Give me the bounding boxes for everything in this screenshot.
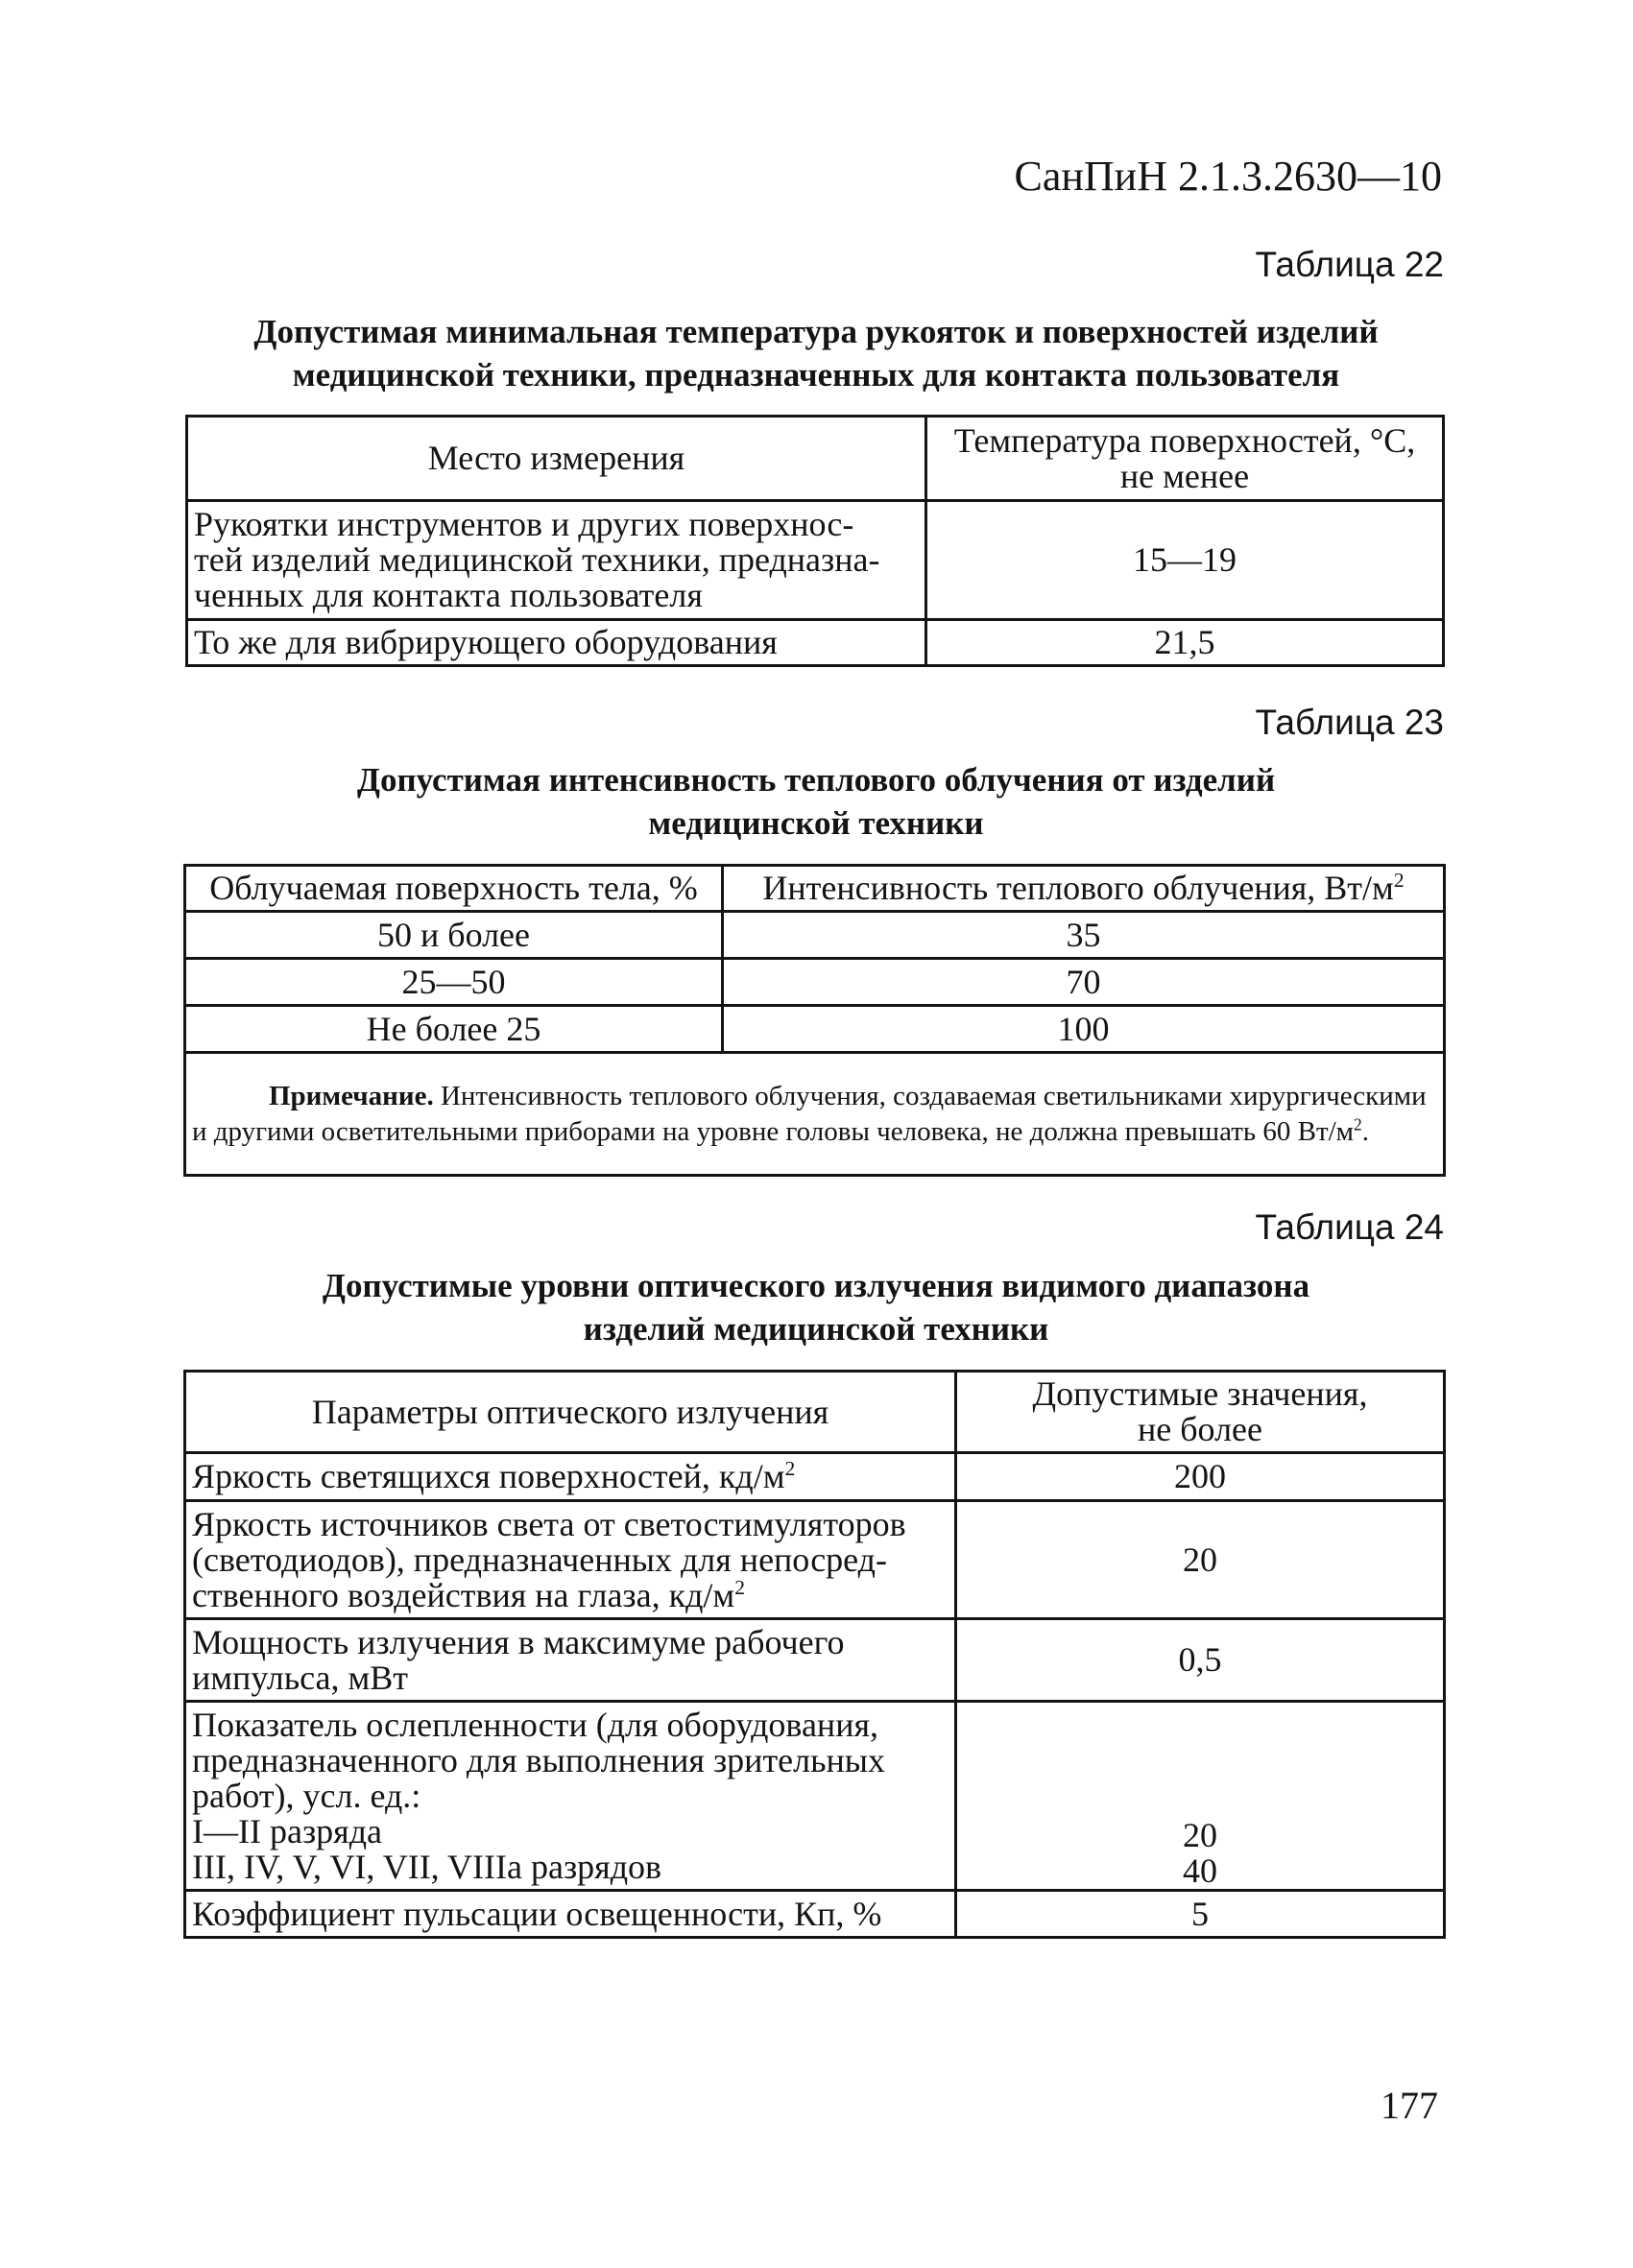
table-22-header-row (187, 417, 1444, 501)
table-24-param-cell (185, 1619, 956, 1702)
table-24-row-4-line-2: предназначенного для выполнения зрительных (192, 1740, 885, 1779)
table-23-surface-cell: 25—50 (185, 959, 723, 1006)
table-24-value-cell: 200 (956, 1453, 1445, 1501)
table-row (185, 1619, 1445, 1702)
table-24-param-cell (185, 1453, 956, 1501)
superscript: 2 (734, 1575, 746, 1599)
table-24-header-row (185, 1372, 1445, 1453)
table-24-title-line-2: изделий медицинской техники (583, 1310, 1049, 1348)
table-23-col1-header: Облучаемая поверхность тела, % (185, 866, 723, 912)
table-22-title-line-2: медицинской техники, предназначенных для контакта пользователя (292, 356, 1340, 394)
table-row (185, 1702, 1445, 1891)
table-22-row-1-line-2: тей изделий медицинской техники, предназна- (194, 540, 880, 579)
table-24-value-cell (956, 1702, 1445, 1891)
table-24-row-4-line-3: работ), усл. ед.: (192, 1776, 421, 1815)
table-23-surface-cell: Не более 25 (185, 1006, 723, 1053)
table-row (185, 1006, 1445, 1053)
table-row (185, 1453, 1445, 1501)
page-number: 177 (1381, 2084, 1438, 2127)
table-23-surface-cell: 50 и более (185, 912, 723, 959)
table-23 (183, 864, 1446, 1177)
table-23-intensity-cell: 70 (723, 959, 1445, 1006)
table-24-row-2-line-3 (192, 1575, 949, 1614)
table-24-row-2-line-3-text: ственного воздействия на глаза, кд/м (192, 1575, 735, 1614)
table-22-row-1-line-1: Рукоятки инструментов и других поверхнос- (194, 505, 854, 543)
table-22-place-cell (187, 501, 926, 620)
table-24-value-cell: 20 (956, 1501, 1445, 1619)
table-23-note-row (185, 1053, 1445, 1176)
table-24-col2-header-line-2: не более (1137, 1410, 1262, 1448)
table-22-col2-header-line-1: Температура поверхностей, °С, (953, 420, 1416, 460)
table-row (185, 1891, 1445, 1938)
table-row (185, 959, 1445, 1006)
table-23-intensity-cell: 35 (723, 912, 1445, 959)
table-24-row-4-line-1: Показатель ослепленности (для оборудования, (192, 1705, 879, 1744)
table-23-note (185, 1053, 1445, 1176)
table-24-title (144, 1264, 1488, 1350)
table-24-value-cell: 5 (956, 1891, 1445, 1938)
table-24-row-4-line-4: I—II разряда (192, 1811, 383, 1850)
table-24-param-cell: Коэффициент пульсации освещенности, Кп, % (185, 1891, 956, 1938)
table-row (185, 1501, 1445, 1619)
table-24-row-4-line-5: III, IV, V, VI, VII, VIIIа разрядов (192, 1847, 662, 1886)
table-22 (185, 415, 1445, 667)
table-24-col2-header-line-1: Допустимые значения, (1032, 1374, 1368, 1413)
table-22-value-cell: 15—19 (926, 501, 1444, 620)
table-22-row-1-line-3: ченных для контакта пользователя (194, 576, 703, 614)
table-24-value-cell: 0,5 (956, 1619, 1445, 1702)
table-22-col2-header-line-2: не менее (1119, 456, 1250, 495)
table-22-place-cell: То же для вибрирующего оборудования (187, 620, 926, 666)
table-22-col1-header: Место измерения (187, 417, 926, 501)
document-id: СанПиН 2.1.3.2630—10 (1014, 153, 1442, 200)
table-24-param-cell (185, 1501, 956, 1619)
superscript: 2 (1393, 869, 1405, 892)
table-23-label: Таблица 23 (1255, 703, 1444, 742)
table-24-col1-header: Параметры оптического излучения (185, 1372, 956, 1453)
note-text: Интенсивность теплового облучения, создаваемая светильниками хирургическими и другими осветительными приборами на уровне головы человека, не должна превышать 60 Вт/м (192, 1080, 1427, 1147)
table-23-col2-header (723, 866, 1445, 912)
table-23-col2-header-text: Интенсивность теплового облучения, Вт/м (762, 869, 1394, 907)
table-22-col2-header (926, 417, 1444, 501)
table-23-intensity-cell: 100 (723, 1006, 1445, 1053)
table-24-row-2-line-2: (светодиодов), предназначенных для непосред- (192, 1540, 887, 1579)
table-24-title-line-1: Допустимые уровни оптического излучения видимого диапазона (322, 1267, 1310, 1304)
superscript: 2 (1354, 1113, 1362, 1134)
table-24-label: Таблица 24 (1255, 1207, 1444, 1247)
table-23-title (144, 758, 1488, 845)
table-22-label: Таблица 22 (1255, 245, 1444, 284)
table-24-row-2-line-1: Яркость источников света от светостимуляторов (192, 1504, 906, 1543)
table-24-row-4-value-1: 20 (1183, 1816, 1217, 1854)
table-23-header-row (185, 866, 1445, 912)
note-label: Примечание. (269, 1080, 434, 1111)
table-22-title (144, 310, 1488, 396)
table-24 (183, 1370, 1446, 1939)
table-23-title-line-1: Допустимая интенсивность теплового облучения от изделий (356, 761, 1276, 799)
table-row (185, 912, 1445, 959)
table-24-row-4-value-2: 40 (1183, 1851, 1217, 1890)
table-22-value-cell: 21,5 (926, 620, 1444, 666)
table-24-row-3-line-2: импульса, мВт (192, 1658, 409, 1697)
table-row (187, 620, 1444, 666)
table-23-title-line-2: медицинской техники (648, 804, 984, 842)
table-24-row-1-line-1: Яркость светящихся поверхностей, кд/м (192, 1457, 785, 1495)
superscript: 2 (784, 1457, 796, 1480)
table-24-param-cell (185, 1702, 956, 1891)
table-row (187, 501, 1444, 620)
table-24-row-3-line-1: Мощность излучения в максимуме рабочего (192, 1622, 845, 1661)
table-22-title-line-1: Допустимая минимальная температура рукояток и поверхностей изделий (253, 313, 1379, 350)
note-end: . (1361, 1115, 1369, 1147)
table-24-col2-header (956, 1372, 1445, 1453)
